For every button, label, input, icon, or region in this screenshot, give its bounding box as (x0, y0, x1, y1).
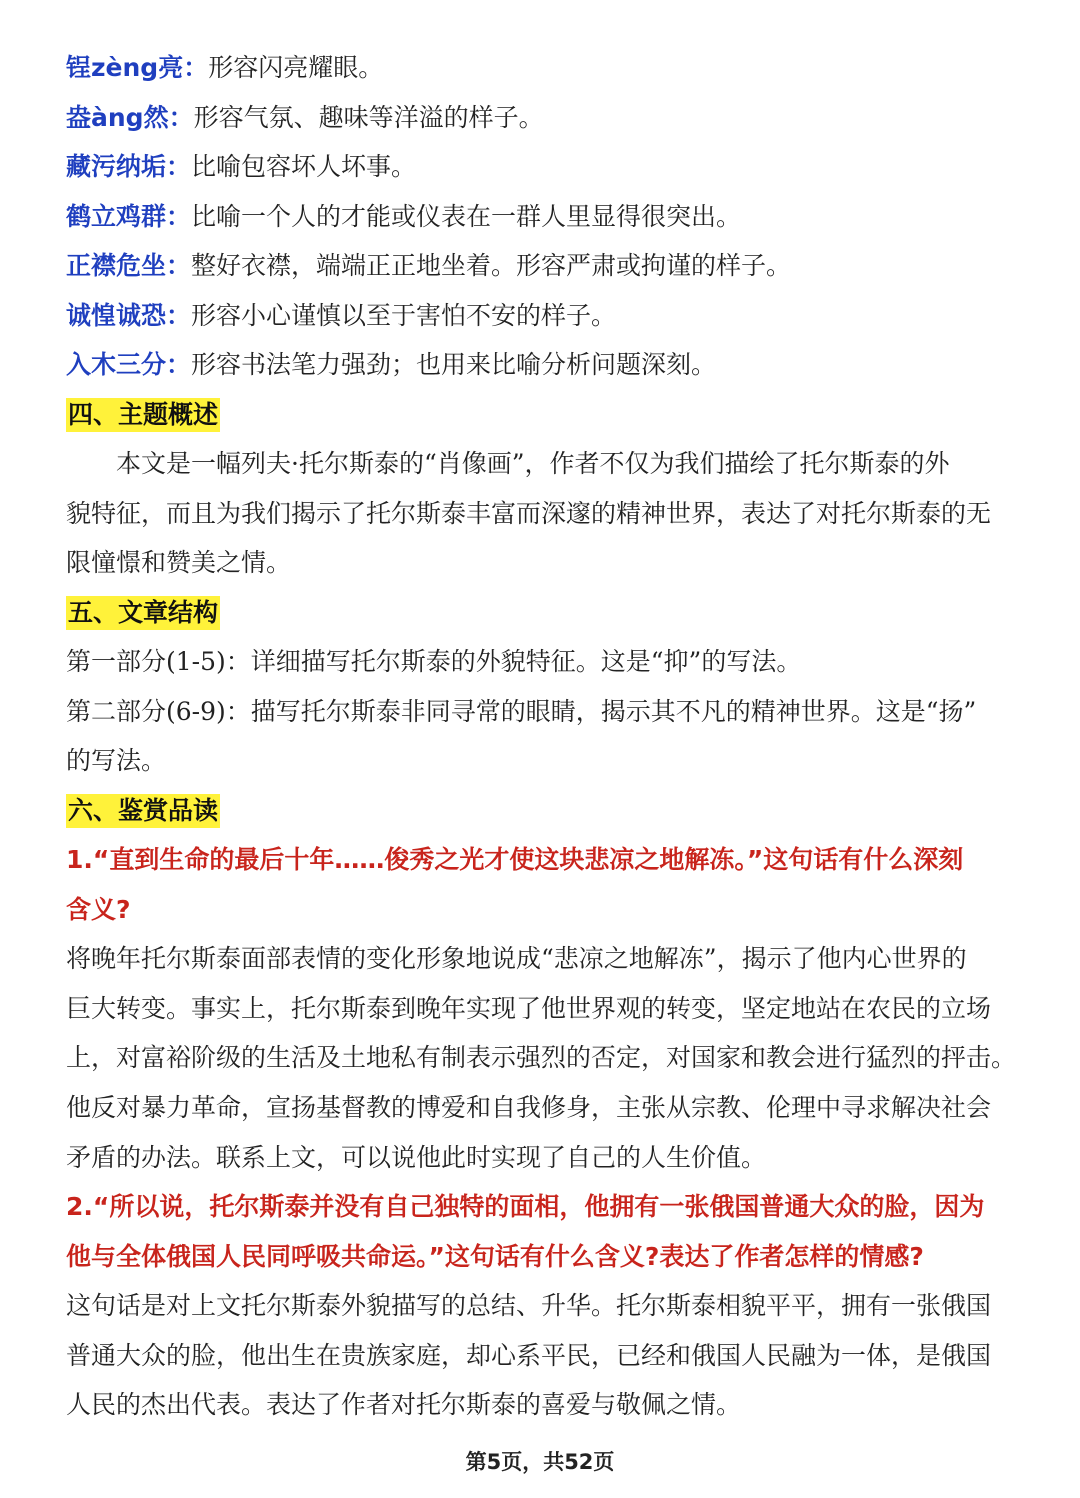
answer-line: 矛盾的办法。联系上文，可以说他此时实现了自己的人生价值。 (66, 1143, 767, 1172)
answer-line: 普通大众的脸，他出生在贵族家庭，却心系平民，已经和俄国人民融为一体，是俄国 (66, 1341, 992, 1370)
vocab-definition: 整好衣襟，端端正正地坐着。形容严肃或拘谨的样子。 (191, 251, 792, 280)
vocab-term: 锃zèng亮： (66, 53, 209, 82)
vocab-term: 藏污纳垢： (66, 152, 192, 181)
answer-line: 他反对暴力革命，宣扬基督教的博爱和自我修身，主张从宗教、伦理中寻求解决社会 (66, 1093, 992, 1122)
question-line: 含义? (66, 895, 131, 924)
paragraph-line: 第二部分(6-9)：描写托尔斯泰非同寻常的眼睛，揭示其不凡的精神世界。这是“扬” (66, 697, 977, 726)
vocab-entry (66, 299, 1026, 333)
section-heading-row (66, 398, 1026, 432)
vocab-entry (66, 348, 1026, 382)
vocab-entry (66, 101, 1026, 135)
vocab-definition: 比喻一个人的才能或仪表在一群人里显得很突出。 (191, 202, 742, 231)
paragraph-line: 本文是一幅列夫·托尔斯泰的“肖像画”，作者不仅为我们描绘了托尔斯泰的外 (116, 449, 950, 478)
vocab-term: 盎àng然： (66, 103, 194, 132)
question-line: 1.“直到生命的最后十年……俊秀之光才使这块悲凉之地解冻。”这句话有什么深刻 (66, 845, 964, 874)
section-heading: 六、鉴赏品读 (66, 794, 220, 828)
vocab-term: 入木三分： (66, 350, 192, 379)
vocab-entry (66, 51, 1026, 85)
vocab-entry (66, 150, 1026, 184)
answer-line: 上，对富裕阶级的生活及土地私有制表示强烈的否定，对国家和教会进行猛烈的抨击。 (66, 1043, 1017, 1072)
answer-line: 将晚年托尔斯泰面部表情的变化形象地说成“悲凉之地解冻”，揭示了他内心世界的 (66, 944, 967, 973)
vocab-term: 诚惶诚恐： (66, 301, 192, 330)
paragraph-line: 限憧憬和赞美之情。 (66, 548, 292, 577)
paragraph-line: 貌特征，而且为我们揭示了托尔斯泰丰富而深邃的精神世界，表达了对托尔斯泰的无 (66, 499, 992, 528)
answer-line: 人民的杰出代表。表达了作者对托尔斯泰的喜爱与敬佩之情。 (66, 1390, 742, 1419)
section-heading-row (66, 794, 1026, 828)
section-heading: 五、文章结构 (66, 596, 220, 630)
question-line: 2.“所以说，托尔斯泰并没有自己独特的面相，他拥有一张俄国普通大众的脸，因为 (66, 1192, 985, 1221)
paragraph-line: 第一部分(1-5)：详细描写托尔斯泰的外貌特征。这是“抑”的写法。 (66, 647, 802, 676)
answer-line: 这句话是对上文托尔斯泰外貌描写的总结、升华。托尔斯泰相貌平平，拥有一张俄国 (66, 1291, 992, 1320)
vocab-definition: 形容闪亮耀眼。 (208, 53, 384, 82)
vocab-term: 正襟危坐： (66, 251, 192, 280)
section-heading-row (66, 596, 1026, 630)
section-heading: 四、主题概述 (66, 398, 220, 432)
question-line: 他与全体俄国人民同呼吸共命运。”这句话有什么含义?表达了作者怎样的情感? (66, 1242, 924, 1271)
answer-line: 巨大转变。事实上，托尔斯泰到晚年实现了他世界观的转变，坚定地站在农民的立场 (66, 994, 992, 1023)
vocab-definition: 比喻包容坏人坏事。 (191, 152, 417, 181)
vocab-entry (66, 249, 1026, 283)
vocab-entry (66, 200, 1026, 234)
vocab-definition: 形容书法笔力强劲；也用来比喻分析问题深刻。 (191, 350, 717, 379)
vocab-definition: 形容小心谨慎以至于害怕不安的样子。 (191, 301, 617, 330)
page-number: 第5页，共52页 (465, 1450, 615, 1474)
vocab-definition: 形容气氛、趣味等洋溢的样子。 (193, 103, 544, 132)
vocab-term: 鹤立鸡群： (66, 202, 192, 231)
paragraph-line: 的写法。 (66, 746, 167, 775)
